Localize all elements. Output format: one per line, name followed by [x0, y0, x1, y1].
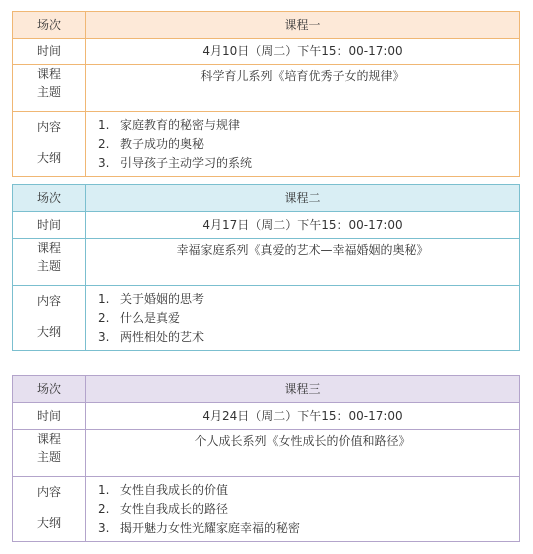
- course-table-2: [12, 184, 520, 351]
- time-label: 时间: [13, 39, 86, 65]
- outline-list: [86, 477, 520, 542]
- list-item: 1. 关于婚姻的思考: [98, 292, 205, 306]
- list-item: 1. 家庭教育的秘密与规律: [98, 118, 241, 132]
- list-item: 3. 引导孩子主动学习的系统: [98, 156, 253, 170]
- course-name: 课程二: [86, 185, 520, 212]
- outline-list: [86, 112, 520, 177]
- course-table-3: [12, 375, 520, 542]
- course-name: 课程三: [86, 376, 520, 403]
- outline-label: 内容 大纲: [13, 112, 86, 177]
- course-topic: 科学育儿系列《培育优秀子女的规律》: [86, 65, 520, 112]
- course-table-1: [12, 11, 520, 177]
- topic-label: 课程 主题: [13, 239, 86, 286]
- topic-label: 课程 主题: [13, 65, 86, 112]
- time-label: 时间: [13, 212, 86, 239]
- outline-label: 内容 大纲: [13, 286, 86, 351]
- topic-label: 课程 主题: [13, 430, 86, 477]
- list-item: 1. 女性自我成长的价值: [98, 483, 229, 497]
- outline-label: 内容 大纲: [13, 477, 86, 542]
- list-item: 3. 两性相处的艺术: [98, 330, 205, 344]
- list-item: 2. 教子成功的奥秘: [98, 137, 205, 151]
- list-item: 2. 女性自我成长的路径: [98, 502, 229, 516]
- session-label: 场次: [13, 12, 86, 39]
- time-label: 时间: [13, 403, 86, 430]
- session-label: 场次: [13, 185, 86, 212]
- session-label: 场次: [13, 376, 86, 403]
- list-item: 3. 揭开魅力女性光耀家庭幸福的秘密: [98, 521, 301, 535]
- course-time: 4月10日（周二）下午15：00-17:00: [86, 39, 520, 65]
- outline-list: [86, 286, 520, 351]
- course-name: 课程一: [86, 12, 520, 39]
- list-item: 2. 什么是真爱: [98, 311, 181, 325]
- course-topic: 幸福家庭系列《真爱的艺术—幸福婚姻的奥秘》: [86, 239, 520, 286]
- course-time: 4月24日（周二）下午15：00-17:00: [86, 403, 520, 430]
- course-topic: 个人成长系列《女性成长的价值和路径》: [86, 430, 520, 477]
- course-time: 4月17日（周二）下午15：00-17:00: [86, 212, 520, 239]
